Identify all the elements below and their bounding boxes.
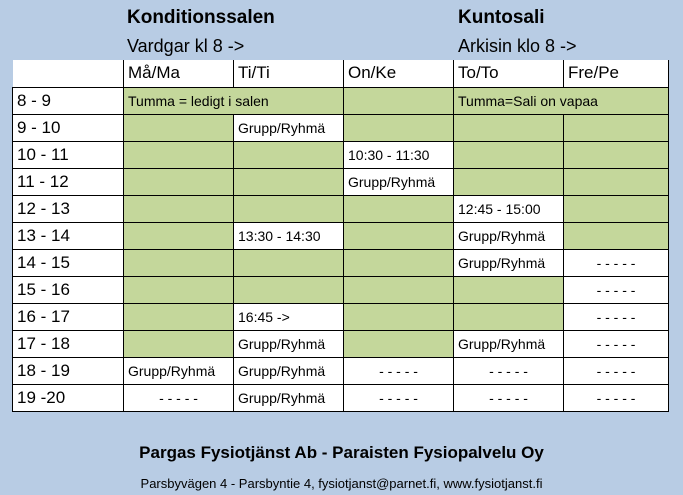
table-row [13, 303, 669, 330]
day-header: Fre/Pe [564, 60, 669, 87]
day-header: Ti/Ti [234, 60, 344, 87]
schedule-cell: - - - - - [564, 276, 669, 303]
schedule-cell [124, 114, 234, 141]
schedule-cell [234, 141, 344, 168]
schedule-cell [454, 168, 564, 195]
schedule-cell [344, 114, 454, 141]
schedule-cell [124, 222, 234, 249]
day-header: On/Ke [344, 60, 454, 87]
schedule-cell [234, 276, 344, 303]
table-row [13, 87, 669, 114]
schedule-cell: Grupp/Ryhmä [234, 114, 344, 141]
schedule-cell [124, 303, 234, 330]
schedule-cell: Grupp/Ryhmä [454, 249, 564, 276]
schedule-cell: - - - - - [564, 384, 669, 411]
schedule-cell [454, 276, 564, 303]
schedule-cell: Grupp/Ryhmä [124, 357, 234, 384]
schedule-cell: 10:30 - 11:30 [344, 141, 454, 168]
schedule-cell [344, 249, 454, 276]
time-slot: 9 - 10 [13, 114, 124, 141]
table-row [13, 195, 669, 222]
gym-title-swedish: Konditionssalen [127, 7, 275, 28]
table-row [13, 114, 669, 141]
opening-hours-finnish: Arkisin klo 8 -> [458, 36, 577, 56]
schedule-cell: - - - - - [454, 357, 564, 384]
schedule-cell: - - - - - [564, 357, 669, 384]
schedule-cell: Grupp/Ryhmä [454, 222, 564, 249]
schedule-cell [234, 195, 344, 222]
schedule-cell [234, 168, 344, 195]
time-slot: 8 - 9 [13, 87, 124, 114]
schedule-cell: - - - - - [344, 384, 454, 411]
schedule-cell [124, 330, 234, 357]
table-row [13, 384, 669, 411]
schedule-cell [564, 222, 669, 249]
contact-info: Parsbyvägen 4 - Parsbyntie 4, fysiotjanst@parnet.fi, www.fysiotjanst.fi [140, 476, 543, 491]
schedule-cell: Grupp/Ryhmä [344, 168, 454, 195]
schedule-cell: - - - - - [454, 384, 564, 411]
schedule-cell [124, 168, 234, 195]
schedule-cell: 12:45 - 15:00 [454, 195, 564, 222]
time-slot: 17 - 18 [13, 330, 124, 357]
time-slot: 18 - 19 [13, 357, 124, 384]
schedule-cell: - - - - - [564, 249, 669, 276]
table-row [13, 357, 669, 384]
schedule-cell [124, 141, 234, 168]
schedule-cell [454, 114, 564, 141]
schedule-cell: Grupp/Ryhmä [234, 384, 344, 411]
time-slot: 14 - 15 [13, 249, 124, 276]
legend-note-swedish: Tumma = ledigt i salen [124, 87, 344, 114]
company-name: Pargas Fysiotjänst Ab - Paraisten Fysiopalvelu Oy [139, 443, 544, 462]
time-slot: 11 - 12 [13, 168, 124, 195]
table-row [13, 276, 669, 303]
schedule-cell: Grupp/Ryhmä [454, 330, 564, 357]
schedule-cell [564, 141, 669, 168]
table-row [13, 141, 669, 168]
schedule-cell: - - - - - [564, 330, 669, 357]
schedule-cell [344, 276, 454, 303]
schedule-cell [344, 87, 454, 114]
table-row [13, 168, 669, 195]
time-slot: 16 - 17 [13, 303, 124, 330]
schedule-cell: Grupp/Ryhmä [234, 357, 344, 384]
schedule-cell [344, 303, 454, 330]
table-row [13, 330, 669, 357]
schedule-cell [344, 222, 454, 249]
time-slot: 10 - 11 [13, 141, 124, 168]
day-header: Må/Ma [124, 60, 234, 87]
schedule-cell [564, 114, 669, 141]
schedule-cell [124, 249, 234, 276]
schedule-table [12, 60, 669, 412]
table-row [13, 249, 669, 276]
schedule-cell: - - - - - [344, 357, 454, 384]
time-slot: 19 -20 [13, 384, 124, 411]
time-slot: 12 - 13 [13, 195, 124, 222]
schedule-cell: - - - - - [564, 303, 669, 330]
time-slot: 15 - 16 [13, 276, 124, 303]
gym-title-finnish: Kuntosali [458, 7, 545, 28]
schedule-cell: 13:30 - 14:30 [234, 222, 344, 249]
corner-cell [13, 60, 124, 87]
legend-note-finnish: Tumma=Sali on vapaa [454, 87, 669, 114]
schedule-cell [344, 195, 454, 222]
schedule-cell: 16:45 -> [234, 303, 344, 330]
schedule-cell: Grupp/Ryhmä [234, 330, 344, 357]
schedule-cell [564, 168, 669, 195]
schedule-cell: - - - - - [124, 384, 234, 411]
schedule-cell [124, 276, 234, 303]
day-header: To/To [454, 60, 564, 87]
day-header-row [13, 60, 669, 87]
schedule-cell [564, 195, 669, 222]
schedule-cell [344, 330, 454, 357]
schedule-cell [124, 195, 234, 222]
schedule-cell [454, 303, 564, 330]
time-slot: 13 - 14 [13, 222, 124, 249]
opening-hours-swedish: Vardgar kl 8 -> [127, 36, 245, 56]
schedule-cell [234, 249, 344, 276]
schedule-cell [454, 141, 564, 168]
table-row [13, 222, 669, 249]
